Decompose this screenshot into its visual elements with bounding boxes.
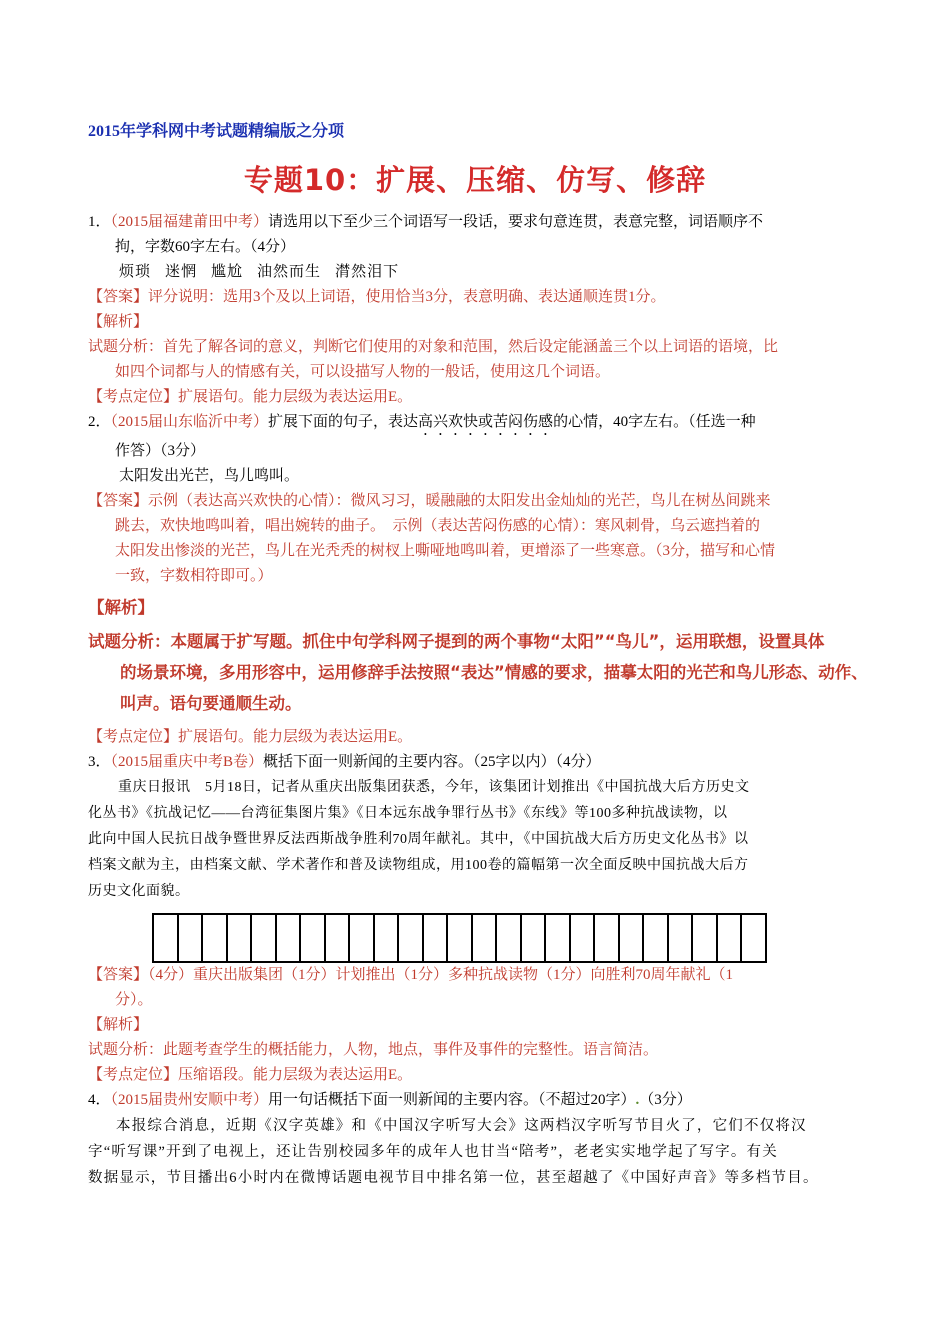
answer: 【答案】（4分）重庆出版集团（1分）计划推出（1分）多种抗战读物（1分）向胜利70周年献礼（1 分）。: [88, 967, 734, 1008]
answer-grid-cell[interactable]: [373, 913, 398, 963]
answer-grid-cell[interactable]: [177, 913, 202, 963]
word-item: 迷惘: [165, 264, 198, 280]
question-1: [88, 210, 868, 410]
answer-grid-cell[interactable]: [667, 913, 692, 963]
news-passage-cont: 化丛书》《抗战记忆——台湾征集图片集》《日本远东战争罪行丛书》《东线》等100多种抗战读物，以 此向中国人民抗日战争暨世界反法西斯战争胜利70周年献礼。其中，《中国抗战大后方历史文化丛书》以 档案文献为主，由档案文献、学术著作和普及读物组成，用100卷的篇幅第一次全面反映中国抗战大后方 历史文化面貌。: [88, 806, 749, 899]
point: 【考点定位】扩展语句。能力层级为表达运用E。: [88, 729, 413, 745]
answer-grid-cell[interactable]: [544, 913, 569, 963]
answer-grid-cell[interactable]: [642, 913, 667, 963]
answer-grid-cell[interactable]: [299, 913, 324, 963]
answer-grid-cell[interactable]: [618, 913, 643, 963]
word-item: 尴尬: [211, 264, 244, 280]
question-source: （2015届山东临沂中考）: [110, 414, 269, 430]
question-3: [88, 750, 868, 1088]
answer-grid-cell[interactable]: [250, 913, 275, 963]
question-number: 4．: [88, 1092, 111, 1108]
point-label: 【考点定位】: [88, 389, 179, 405]
question-source: （2015届福建莆田中考）: [110, 214, 269, 230]
word-item: 油然而生: [257, 264, 322, 280]
series-header: 2015年学科网中考试题精编版之分项: [88, 123, 345, 140]
answer-grid-cell[interactable]: [495, 913, 520, 963]
word-item: 烦琐: [119, 264, 152, 280]
answer-grid-cell[interactable]: [740, 913, 767, 963]
point-label: 【考点定位】: [88, 1067, 179, 1083]
topic-title: 专题10：扩展、压缩、仿写、修辞: [243, 163, 707, 197]
point: 【考点定位】扩展语句。能力层级为表达运用E。: [88, 389, 413, 405]
answer-grid-cell[interactable]: [152, 913, 177, 963]
answer: 【答案】评分说明：选用3个及以上词语，使用恰当3分，表意明确、表达通顺连贯1分。: [88, 289, 666, 305]
answer: 【答案】示例（表达高兴欢快的心情）：微风习习，暖融融的太阳发出金灿灿的光芒，鸟儿在树丛间跳来 跳去，欢快地鸣叫着，唱出婉转的曲子。 示例（表达苦闷伤感的心情）：寒风刺骨，乌云遮挡着的 太阳发出惨淡的光芒，鸟儿在光秃秃的树杈上嘶哑地鸣叫着，更增添了一些寒意。（3分，描写和心情 一致，字数相符即可。）: [88, 493, 776, 584]
answer-grid-cell[interactable]: [348, 913, 373, 963]
analysis: 试题分析：本题属于扩写题。抓住中句学科网子提到的两个事物“太阳”“鸟儿”，运用联想，设置具体 的场景环境，多用形容中，运用修辞手法按照“表达”情感的要求，描摹太阳的光芒和鸟儿形态、动作、 叫声。语句要通顺生动。: [88, 632, 868, 713]
answer-grid-cell[interactable]: [324, 913, 349, 963]
answer-grid-cell[interactable]: [471, 913, 496, 963]
answer-grid-cell[interactable]: [201, 913, 226, 963]
analysis-label: 【解析】: [88, 314, 149, 330]
question-3-prompt: 3．（2015届重庆中考B卷）概括下面一则新闻的主要内容。（25字以内）（4分）: [88, 754, 601, 770]
analysis-label: 【解析】: [88, 1017, 149, 1033]
question-number: 1．: [88, 214, 111, 230]
answer-grid-cell[interactable]: [691, 913, 716, 963]
question-number: 3．: [88, 754, 111, 770]
answer-grid-cell[interactable]: [397, 913, 422, 963]
question-2: [88, 410, 868, 750]
question-number: 2．: [88, 414, 111, 430]
answer-grid-cell[interactable]: [226, 913, 251, 963]
answer-grid-cell[interactable]: [275, 913, 300, 963]
word-list: [88, 260, 868, 285]
answer-grid-cell[interactable]: [716, 913, 741, 963]
answer-grid-cell[interactable]: [422, 913, 447, 963]
news-passage: 本报综合消息，近期《汉字英雄》和《中国汉字听写大会》这两档汉字听写节目火了，它们不仅将汉: [116, 1118, 807, 1134]
answer-label: 【答案】: [88, 493, 149, 509]
analysis: 试题分析：此题考查学生的概括能力，人物，地点，事件及事件的完整性。语言简洁。: [88, 1042, 659, 1058]
question-source: （2015届贵州安顺中考）: [110, 1092, 269, 1108]
content: [88, 210, 868, 1191]
answer-grid[interactable]: [152, 913, 868, 961]
point: 【考点定位】压缩语段。能力层级为表达运用E。: [88, 1067, 413, 1083]
question-source: （2015届重庆中考B卷）: [110, 754, 264, 770]
question-1-prompt: 1．（2015届福建莆田中考）请选用以下至少三个词语写一段话，要求句意连贯，表意完整，词语顺序不 拘，字数60字左右。（4分）: [88, 214, 764, 255]
analysis: 试题分析：首先了解各词的意义，判断它们使用的对象和范围，然后设定能涵盖三个以上词语的语境，比 如四个词都与人的情感有关，可以设描写人物的一般话，使用这几个词语。: [88, 339, 779, 380]
analysis-label: 【解析】: [88, 598, 154, 617]
answer-grid-cell[interactable]: [593, 913, 618, 963]
news-passage: 重庆日报讯 5月18日，记者从重庆出版集团获悉，今年，该集团计划推出《中国抗战大后方历史文: [118, 780, 750, 795]
answer-grid-cell[interactable]: [446, 913, 471, 963]
answer-grid-cell[interactable]: [569, 913, 594, 963]
emphasized-text: 高兴欢快或苦闷伤感: [418, 414, 554, 430]
question-4: [88, 1088, 868, 1191]
question-4-prompt: 4．（2015届贵州安顺中考）用一句话概括下面一则新闻的主要内容。（不超过20字）.（3分）: [88, 1092, 692, 1108]
answer-label: 【答案】: [88, 967, 149, 983]
news-passage-cont: 字“听写课”开到了电视上，还让告别校园多年的成年人也甘当“陪考”，老老实实地学起了写字。有关 数据显示，节目播出6小时内在微博话题电视节目中排名第一位，甚至超越了《中国好声音》等多档节目。: [88, 1144, 819, 1186]
point-label: 【考点定位】: [88, 729, 179, 745]
word-item: 潸然泪下: [335, 264, 400, 280]
given-sentence: 太阳发出光芒，鸟儿鸣叫。: [119, 468, 300, 484]
answer-grid-cell[interactable]: [520, 913, 545, 963]
question-2-prompt: 2．（2015届山东临沂中考）扩展下面的句子，表达高兴欢快或苦闷伤感的心情，40字左右。（任选一种 作答）（3分）: [88, 414, 756, 459]
answer-label: 【答案】: [88, 289, 149, 305]
